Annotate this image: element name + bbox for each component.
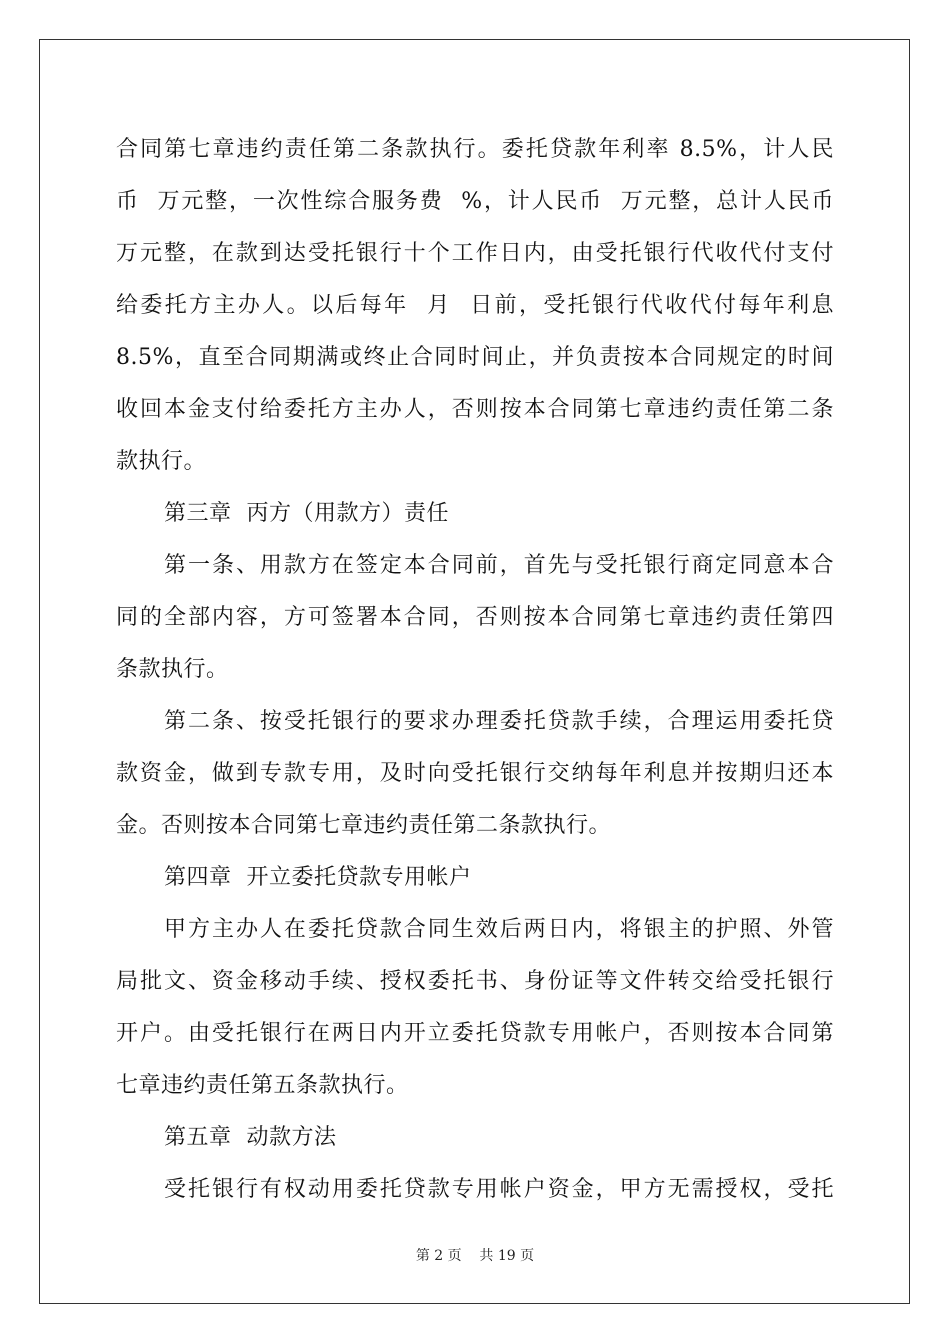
body-line: 给委托方主办人。以后每年 月 日前，受托银行代收代付每年利息 bbox=[116, 293, 834, 318]
chapter-heading: 第五章 动款方法 bbox=[164, 1125, 337, 1150]
body-line: 8.5%，直至合同期满或终止合同时间止，并负责按本合同规定的时间 bbox=[116, 345, 834, 370]
chapter-heading: 第四章 开立委托贷款专用帐户 bbox=[164, 865, 472, 890]
document-body bbox=[116, 124, 834, 1216]
body-line: 甲方主办人在委托贷款合同生效后两日内，将银主的护照、外管 bbox=[164, 917, 834, 942]
body-line: 款执行。 bbox=[116, 449, 207, 474]
body-line: 第一条、用款方在签定本合同前，首先与受托银行商定同意本合 bbox=[164, 553, 834, 578]
body-line: 七章违约责任第五条款执行。 bbox=[116, 1073, 409, 1098]
body-line: 第二条、按受托银行的要求办理委托贷款手续，合理运用委托贷 bbox=[164, 709, 834, 734]
body-line: 金。否则按本合同第七章违约责任第二条款执行。 bbox=[116, 813, 612, 838]
body-line: 受托银行有权动用委托贷款专用帐户资金，甲方无需授权，受托 bbox=[164, 1177, 834, 1202]
body-line: 条款执行。 bbox=[116, 657, 229, 682]
body-line: 局批文、资金移动手续、授权委托书、身份证等文件转交给受托银行 bbox=[116, 969, 834, 994]
body-line: 款资金，做到专款专用，及时向受托银行交纳每年利息并按期归还本 bbox=[116, 761, 834, 786]
body-line: 开户。由受托银行在两日内开立委托贷款专用帐户，否则按本合同第 bbox=[116, 1021, 834, 1046]
body-line: 合同第七章违约责任第二条款执行。委托贷款年利率 8.5%，计人民 bbox=[116, 137, 834, 162]
body-line: 同的全部内容，方可签署本合同，否则按本合同第七章违约责任第四 bbox=[116, 605, 834, 630]
page-number-footer: 第 2 页 共 19 页 bbox=[415, 1248, 535, 1264]
body-line: 收回本金支付给委托方主办人，否则按本合同第七章违约责任第二条 bbox=[116, 397, 834, 422]
body-line: 币 万元整，一次性综合服务费 %，计人民币 万元整，总计人民币 bbox=[116, 189, 834, 214]
body-line: 万元整，在款到达受托银行十个工作日内，由受托银行代收代付支付 bbox=[116, 241, 834, 266]
chapter-heading: 第三章 丙方（用款方）责任 bbox=[164, 501, 449, 526]
